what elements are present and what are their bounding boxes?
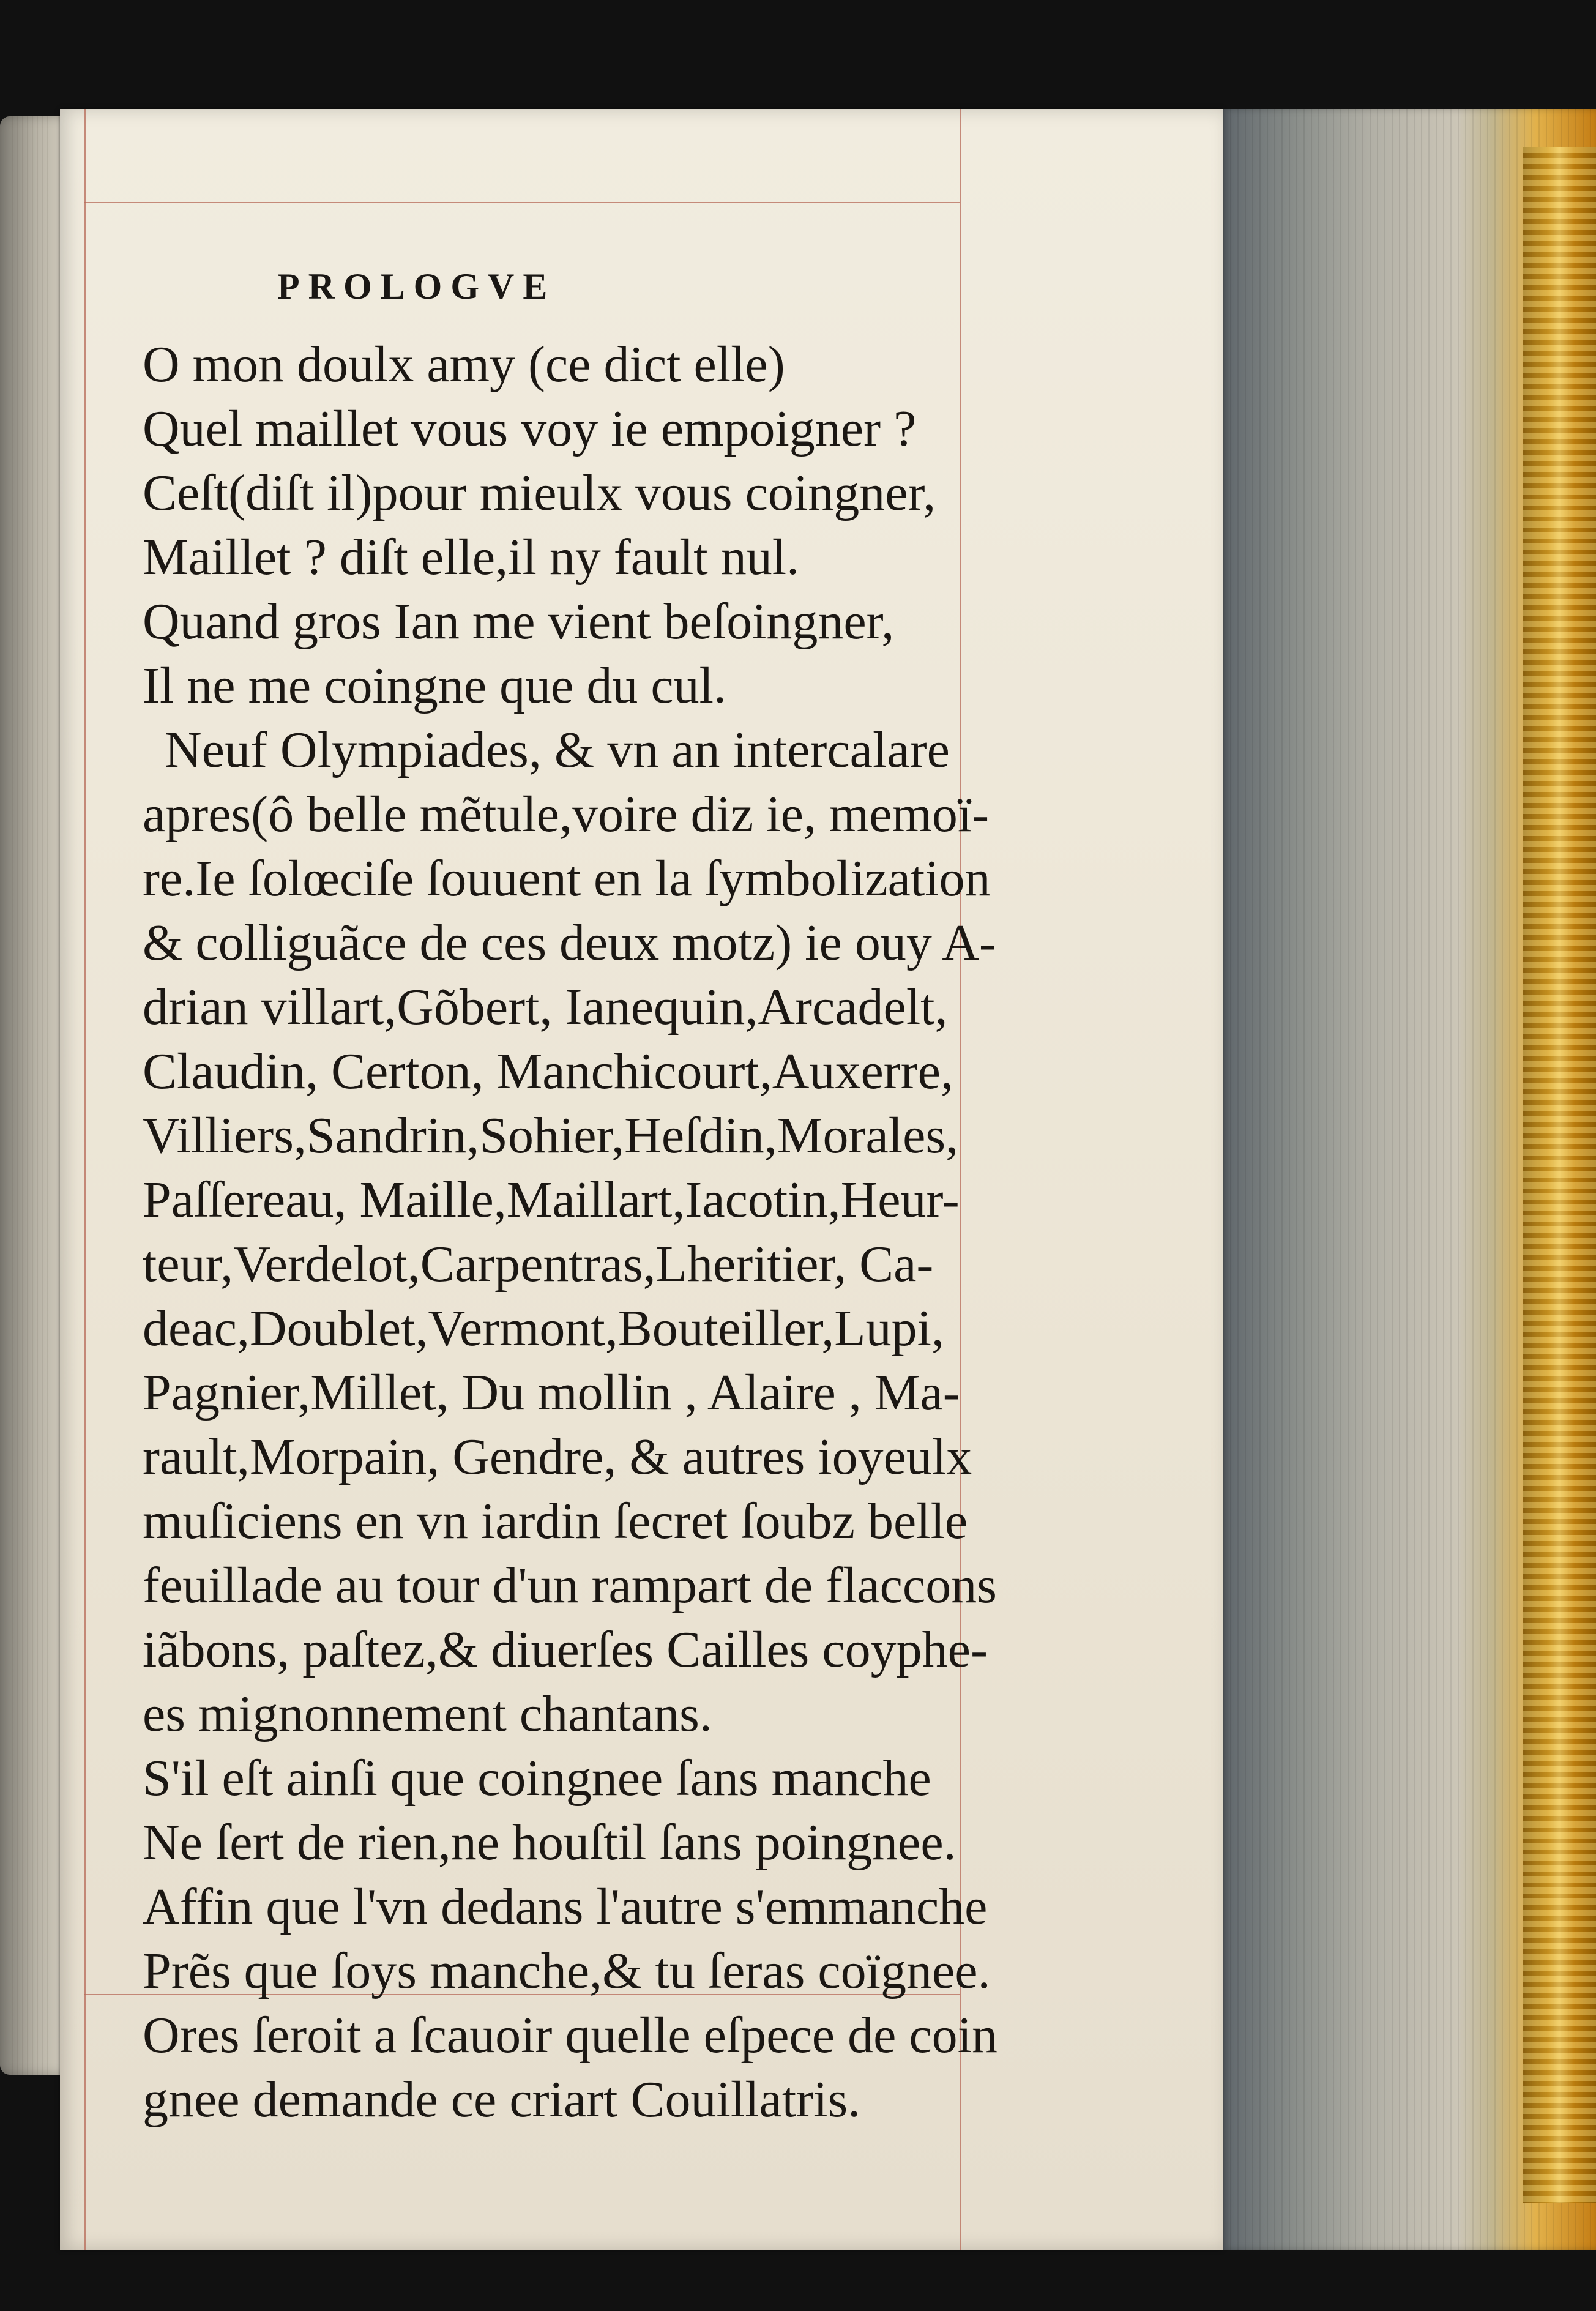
text-line: Maillet ? diſt elle,il ny fault nul. <box>143 529 800 586</box>
text-line: O mon doulx amy (ce dict elle) <box>143 336 785 393</box>
text-line: Prẽs que ſoys manche,& tu ſeras coïgnee. <box>143 1943 991 1999</box>
text-line: Villiers,Sandrin,Sohier,Heſdin,Morales, <box>143 1107 959 1164</box>
text-line: Neuf Olympiades, & vn an intercalare <box>165 722 950 778</box>
text-line: Ceſt(diſt il)pour mieulx vous coingner, <box>143 465 936 521</box>
text-line: rault,Morpain, Gendre, & autres ioyeulx <box>143 1428 972 1485</box>
text-line: Claudin, Certon, Manchicourt,Auxerre, <box>143 1043 953 1100</box>
text-line: drian villart,Gõbert, Ianequin,Arcadelt, <box>143 979 948 1036</box>
running-head: PROLOGVE <box>277 266 556 307</box>
text-line: & colliguãce de ces deux motz) ie ouy A- <box>143 914 996 971</box>
right-page <box>60 109 1223 2250</box>
text-line: Ne ſert de rien,ne houſtil ſans poingnee. <box>143 1814 956 1871</box>
text-line: es mignonnement chantans. <box>143 1686 712 1742</box>
text-line: gnee demande ce criart Couillatris. <box>143 2071 861 2128</box>
left-margin-rule <box>84 109 86 2250</box>
text-line: feuillade au tour d'un rampart de flaccons <box>143 1557 997 1614</box>
text-line: deac,Doublet,Vermont,Bouteiller,Lupi, <box>143 1300 944 1357</box>
text-line: Ores ſeroit a ſcauoir quelle eſpece de coin <box>143 2007 998 2064</box>
text-line: apres(ô belle mẽtule,voire diz ie, memoï- <box>143 786 990 843</box>
text-line: Quel maillet vous voy ie empoigner ? <box>143 400 917 457</box>
text-line: Quand gros Ian me vient beſoingner, <box>143 593 895 650</box>
text-line: Affin que l'vn dedans l'autre s'emmanche <box>143 1878 988 1935</box>
text-line: Paſſereau, Maille,Maillart,Iacotin,Heur- <box>143 1171 960 1228</box>
text-line: muſiciens en vn iardin ſecret ſoubz belle <box>143 1493 968 1550</box>
text-line: re.Ie ſolœciſe ſouuent en la ſymbolization <box>143 850 991 907</box>
top-rule <box>84 202 960 203</box>
text-line: iãbons, paſtez,& diuerſes Cailles coyphe- <box>143 1621 988 1678</box>
text-line: S'il eſt ainſi que coingnee ſans manche <box>143 1750 931 1807</box>
text-line: Il ne me coingne que du cul. <box>143 657 727 714</box>
page-text <box>143 332 1024 2132</box>
left-page-lines <box>12 116 49 2075</box>
gilt-pattern <box>1523 147 1596 2203</box>
text-line: Pagnier,Millet, Du mollin , Alaire , Ma- <box>143 1364 960 1421</box>
text-line: teur,Verdelot,Carpentras,Lheritier, Ca- <box>143 1236 934 1293</box>
